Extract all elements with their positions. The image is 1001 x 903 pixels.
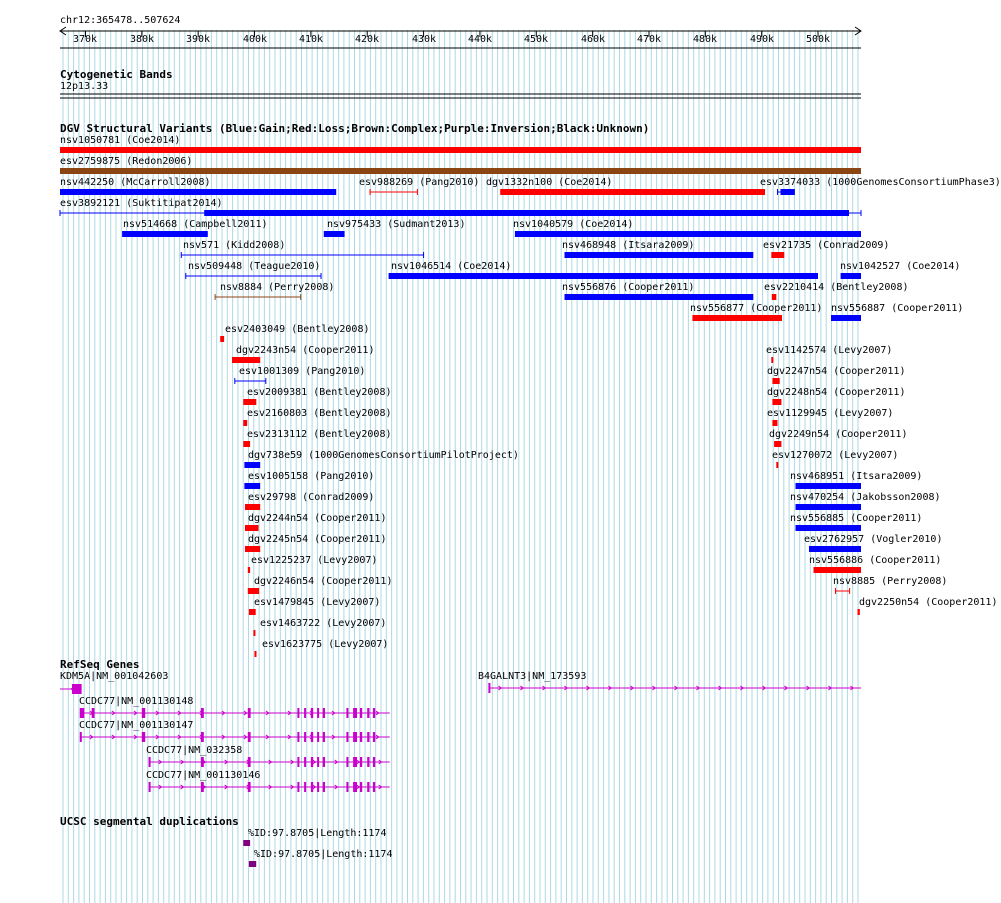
gene-exon[interactable] [311, 782, 313, 792]
variant-label[interactable]: dgv2249n54 (Cooper2011) [769, 429, 908, 440]
gene-label[interactable]: CCDC77|NM_032358 [146, 745, 243, 756]
gene-exon[interactable] [367, 708, 369, 718]
variant-bar[interactable] [858, 609, 860, 615]
gene-exon[interactable] [142, 732, 145, 742]
variant-bar[interactable] [245, 525, 259, 531]
variant-label[interactable]: dgv2245n54 (Cooper2011) [248, 534, 387, 545]
gene-label[interactable]: KDM5A|NM_001042603 [60, 671, 169, 682]
variant-label[interactable]: dgv2248n54 (Cooper2011) [767, 387, 906, 398]
ruler-tick-label: 390k [186, 34, 211, 45]
position-label: chr12:365478..507624 [60, 15, 181, 26]
variant-bar[interactable] [60, 168, 861, 174]
variant-label[interactable]: nsv468948 (Itsara2009) [562, 240, 695, 251]
variant-label[interactable]: nsv514668 (Campbell2011) [123, 219, 268, 230]
segdup-bar[interactable] [249, 861, 256, 867]
variant-label[interactable]: nsv8885 (Perry2008) [833, 576, 948, 587]
gene-exon[interactable] [346, 782, 348, 792]
cytoband-track-title[interactable]: Cytogenetic Bands [60, 68, 173, 81]
ruler-tick-label: 410k [299, 34, 324, 45]
variant-bar[interactable] [204, 210, 849, 216]
variant-label[interactable]: esv1129945 (Levy2007) [767, 408, 894, 419]
segdup-label[interactable]: %ID:97.8705|Length:1174 [254, 849, 393, 860]
variant-bar[interactable] [243, 420, 247, 426]
gene-exon[interactable] [248, 732, 251, 742]
variant-bar[interactable] [796, 483, 862, 489]
variant-label[interactable]: nsv556887 (Cooper2011) [831, 303, 964, 314]
variant-label[interactable]: nsv571 (Kidd2008) [183, 240, 286, 251]
variant-bar[interactable] [60, 147, 861, 153]
variant-bar[interactable] [245, 504, 260, 510]
gene-exon[interactable] [373, 757, 375, 767]
segdup-label[interactable]: %ID:97.8705|Length:1174 [248, 828, 387, 839]
variant-bar[interactable] [232, 357, 260, 363]
ruler-tick-label: 440k [468, 34, 493, 45]
variant-label[interactable]: nsv975433 (Sudmant2013) [327, 219, 466, 230]
variant-label[interactable]: nsv1042527 (Coe2014) [840, 261, 961, 272]
variant-label[interactable]: dgv2250n54 (Cooper2011) [859, 597, 998, 608]
variant-bar[interactable] [324, 231, 345, 237]
variant-label[interactable]: nsv8884 (Perry2008) [220, 282, 335, 293]
variant-bar[interactable] [771, 252, 784, 258]
gene-exon[interactable] [297, 782, 299, 792]
variant-bar[interactable] [389, 273, 818, 279]
gene-exon[interactable] [304, 708, 306, 718]
variant-bar[interactable] [809, 546, 861, 552]
variant-bar[interactable] [244, 462, 260, 468]
ruler-tick-label: 470k [637, 34, 662, 45]
variant-label[interactable]: dgv2243n54 (Cooper2011) [236, 345, 375, 356]
segdup-bar[interactable] [243, 840, 250, 846]
variant-bar[interactable] [796, 525, 862, 531]
variant-label[interactable]: dgv2247n54 (Cooper2011) [767, 366, 906, 377]
variant-bar[interactable] [772, 294, 777, 300]
gene-exon[interactable] [323, 782, 325, 792]
variant-label[interactable]: nsv556876 (Cooper2011) [562, 282, 695, 293]
gene-exon[interactable] [367, 757, 369, 767]
variant-label[interactable]: nsv556877 (Cooper2011) [690, 303, 823, 314]
gene-label[interactable]: CCDC77|NM_001130146 [146, 770, 261, 781]
variant-label[interactable]: esv29798 (Conrad2009) [248, 492, 375, 503]
gene-exon[interactable] [311, 757, 313, 767]
variant-bar[interactable] [500, 189, 765, 195]
gene-exon[interactable] [360, 732, 362, 742]
variant-label[interactable]: nsv1050781 (Coe2014) [60, 135, 181, 146]
variant-label[interactable]: nsv442250 (McCarroll2008) [60, 177, 211, 188]
refseq-track-title[interactable]: RefSeq Genes [60, 658, 140, 671]
variant-label[interactable]: dgv2246n54 (Cooper2011) [254, 576, 393, 587]
gene-exon[interactable] [488, 683, 490, 693]
variant-label[interactable]: nsv556885 (Cooper2011) [790, 513, 923, 524]
gene-exon[interactable] [149, 757, 151, 767]
gene-exon[interactable] [201, 782, 204, 792]
variant-label[interactable]: esv2313112 (Bentley2008) [247, 429, 392, 440]
cytoband-label: 12p13.33 [60, 81, 109, 92]
variant-bar[interactable] [772, 420, 777, 426]
variant-bar[interactable] [772, 399, 781, 405]
dgv-track-title[interactable]: DGV Structural Variants (Blue:Gain;Red:Loss;Brown:Complex;Purple:Inversion;Black:Unknown) [60, 122, 650, 135]
variant-label[interactable]: esv1623775 (Levy2007) [262, 639, 389, 650]
variant-label[interactable]: dgv2244n54 (Cooper2011) [248, 513, 387, 524]
gene-exon[interactable] [304, 732, 306, 742]
variant-label[interactable]: esv3374033 (1000GenomesConsortiumPhase3) [760, 177, 1001, 188]
variant-label[interactable]: esv1005158 (Pang2010) [248, 471, 375, 482]
gene-exon[interactable] [317, 782, 319, 792]
gene-exon[interactable] [317, 708, 319, 718]
gene-exon[interactable] [297, 708, 299, 718]
ruler-tick-label: 480k [693, 34, 718, 45]
variant-bar[interactable] [771, 357, 773, 363]
variant-bar[interactable] [220, 336, 224, 342]
variant-bar[interactable] [122, 231, 208, 237]
variant-bar[interactable] [243, 441, 250, 447]
gene-exon[interactable] [149, 782, 151, 792]
variant-label[interactable]: esv1142574 (Levy2007) [766, 345, 893, 356]
gene-exon[interactable] [373, 782, 375, 792]
gene-exon[interactable] [304, 782, 306, 792]
variant-bar[interactable] [255, 651, 257, 657]
variant-bar[interactable] [814, 567, 862, 573]
variant-bar[interactable] [774, 441, 781, 447]
variant-bar[interactable] [249, 609, 256, 615]
gene-exon[interactable] [201, 757, 204, 767]
variant-label[interactable]: esv1270072 (Levy2007) [772, 450, 899, 461]
gene-exon[interactable] [142, 708, 145, 718]
segdup-track-title[interactable]: UCSC segmental duplications [60, 815, 239, 828]
gene-exon[interactable] [360, 708, 362, 718]
ruler-tick-label: 450k [524, 34, 549, 45]
variant-label[interactable]: esv21735 (Conrad2009) [763, 240, 890, 251]
ruler-tick-label: 370k [73, 34, 98, 45]
gene-exon[interactable] [346, 757, 348, 767]
gene-exon[interactable] [373, 732, 375, 742]
gene-exon[interactable] [353, 782, 357, 792]
gene-exon[interactable] [80, 708, 85, 718]
variant-label[interactable]: esv1225237 (Levy2007) [251, 555, 378, 566]
variant-bar[interactable] [796, 504, 862, 510]
variant-bar[interactable] [565, 294, 754, 300]
ruler-tick-label: 420k [355, 34, 380, 45]
variant-label[interactable]: esv1463722 (Levy2007) [260, 618, 387, 629]
gene-exon[interactable] [323, 708, 325, 718]
gene-exon[interactable] [304, 757, 306, 767]
ruler-tick-label: 380k [130, 34, 155, 45]
variant-label[interactable]: esv2009381 (Bentley2008) [247, 387, 392, 398]
gene-exon[interactable] [323, 732, 325, 742]
ruler-tick-label: 430k [412, 34, 437, 45]
gene-exon[interactable] [353, 757, 357, 767]
variant-label[interactable]: nsv509448 (Teague2010) [188, 261, 321, 272]
gene-exon[interactable] [297, 757, 299, 767]
variant-label[interactable]: esv2160803 (Bentley2008) [247, 408, 392, 419]
variant-label[interactable]: nsv556886 (Cooper2011) [809, 555, 942, 566]
gene-exon[interactable] [80, 732, 82, 742]
variant-bar[interactable] [60, 189, 336, 195]
variant-bar[interactable] [253, 630, 255, 636]
variant-label[interactable]: esv3892121 (Suktitipat2014) [60, 198, 223, 209]
variant-label[interactable]: nsv470254 (Jakobsson2008) [790, 492, 941, 503]
variant-label[interactable]: esv1001309 (Pang2010) [239, 366, 366, 377]
gene-exon[interactable] [248, 708, 251, 718]
gene-exon[interactable] [297, 732, 299, 742]
gene-exon[interactable] [346, 732, 348, 742]
gene-exon[interactable] [317, 757, 319, 767]
variant-bar[interactable] [244, 483, 260, 489]
variant-bar[interactable] [692, 315, 782, 321]
variant-bar[interactable] [248, 588, 259, 594]
variant-label[interactable]: esv2762957 (Vogler2010) [804, 534, 943, 545]
gene-label[interactable]: CCDC77|NM_001130148 [79, 696, 194, 707]
variant-label[interactable]: esv2210414 (Bentley2008) [764, 282, 909, 293]
ruler-tick-label: 490k [750, 34, 775, 45]
gene-exon[interactable] [367, 732, 369, 742]
variant-bar[interactable] [248, 567, 250, 573]
gene-exon[interactable] [373, 708, 375, 718]
variant-bar[interactable] [776, 462, 778, 468]
variant-label[interactable]: esv988269 (Pang2010) [359, 177, 480, 188]
gene-label[interactable]: B4GALNT3|NM_173593 [478, 671, 587, 682]
gene-exon[interactable] [346, 708, 348, 718]
ruler-tick-label: 460k [581, 34, 606, 45]
variant-bar[interactable] [243, 399, 256, 405]
variant-label[interactable]: dgv738e59 (1000GenomesConsortiumPilotProject) [248, 450, 519, 461]
variant-label[interactable]: esv2403049 (Bentley2008) [225, 324, 370, 335]
variant-label[interactable]: nsv468951 (Itsara2009) [790, 471, 923, 482]
variant-bar[interactable] [515, 231, 861, 237]
gene-exon[interactable] [367, 782, 369, 792]
variant-bar[interactable] [781, 189, 795, 195]
variant-bar[interactable] [831, 315, 861, 321]
variant-label[interactable]: esv1479845 (Levy2007) [254, 597, 381, 608]
gene-label[interactable]: CCDC77|NM_001130147 [79, 720, 194, 731]
variant-bar[interactable] [565, 252, 754, 258]
variant-label[interactable]: esv2759875 (Redon2006) [60, 156, 193, 167]
variant-bar[interactable] [772, 378, 779, 384]
gene-exon[interactable] [323, 757, 325, 767]
gene-exon[interactable] [72, 684, 82, 694]
gene-exon[interactable] [317, 732, 319, 742]
variant-label[interactable]: nsv1046514 (Coe2014) [391, 261, 512, 272]
variant-label[interactable]: dgv1332n100 (Coe2014) [486, 177, 613, 188]
variant-bar[interactable] [245, 546, 260, 552]
variant-bar[interactable] [841, 273, 861, 279]
variant-label[interactable]: nsv1040579 (Coe2014) [513, 219, 634, 230]
ruler-tick-label: 400k [243, 34, 268, 45]
ruler-tick-label: 500k [806, 34, 831, 45]
